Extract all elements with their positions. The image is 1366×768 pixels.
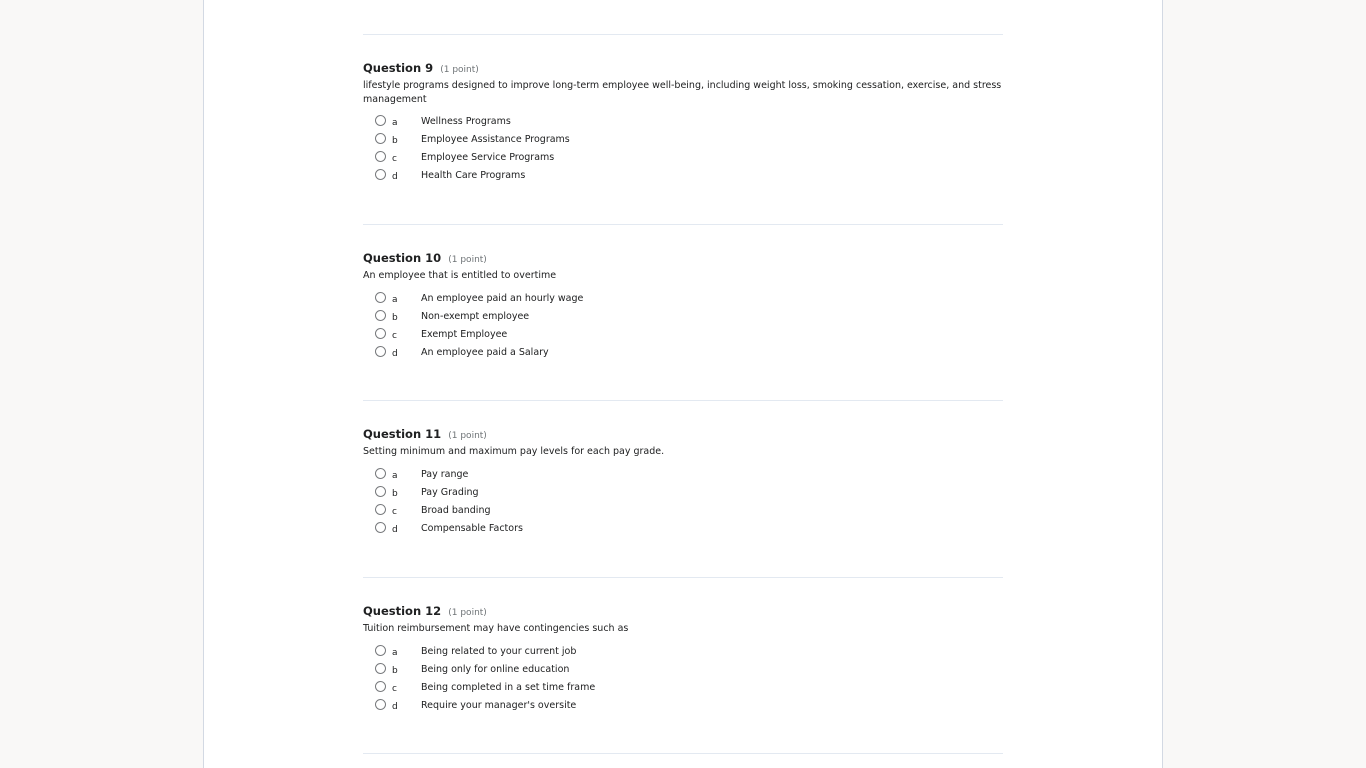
question-header [363, 425, 1003, 441]
answer-option-a[interactable] [363, 466, 1003, 484]
option-label[interactable]: Being related to your current job [421, 646, 577, 657]
question-points: (1 point) [440, 65, 479, 75]
option-label[interactable]: Exempt Employee [421, 329, 508, 340]
radio-button[interactable] [375, 522, 386, 533]
question-header [363, 249, 1003, 265]
question-10 [363, 249, 1003, 362]
radio-button[interactable] [375, 468, 386, 479]
question-title: Question 11 [363, 427, 442, 441]
option-letter: b [392, 313, 398, 323]
answer-option-a[interactable] [363, 290, 1003, 308]
question-header [363, 602, 1003, 618]
radio-button[interactable] [375, 663, 386, 674]
option-letter: d [392, 172, 398, 182]
question-points: (1 point) [448, 608, 487, 618]
option-letter: c [392, 507, 397, 517]
question-divider [363, 577, 1003, 578]
option-letter: c [392, 331, 397, 341]
radio-button[interactable] [375, 292, 386, 303]
option-label[interactable]: Pay Grading [421, 487, 479, 498]
answer-option-b[interactable] [363, 131, 1003, 149]
question-11 [363, 425, 1003, 538]
radio-button[interactable] [375, 486, 386, 497]
answer-option-b[interactable] [363, 661, 1003, 679]
question-text: Tuition reimbursement may have contingencies such as [363, 623, 629, 634]
option-letter: b [392, 666, 398, 676]
option-letter: a [392, 648, 398, 658]
radio-button[interactable] [375, 115, 386, 126]
option-letter: c [392, 154, 397, 164]
option-letter: b [392, 489, 398, 499]
question-9 [363, 59, 1003, 185]
question-text: lifestyle programs designed to improve long-term employee well-being, including weight loss, smoking cessation, exercise, and stress management [363, 80, 1002, 105]
radio-button[interactable] [375, 681, 386, 692]
answer-option-d[interactable] [363, 697, 1003, 715]
option-letter: b [392, 136, 398, 146]
option-letter: c [392, 684, 397, 694]
answer-option-d[interactable] [363, 344, 1003, 362]
option-label[interactable]: Pay range [421, 469, 469, 480]
option-letter: d [392, 349, 398, 359]
radio-button[interactable] [375, 645, 386, 656]
option-label[interactable]: An employee paid a Salary [421, 347, 549, 358]
radio-button[interactable] [375, 151, 386, 162]
question-header [363, 59, 1003, 75]
question-divider [363, 34, 1003, 35]
answer-option-c[interactable] [363, 502, 1003, 520]
question-points: (1 point) [448, 431, 487, 441]
question-divider [363, 400, 1003, 401]
answer-option-d[interactable] [363, 520, 1003, 538]
question-12 [363, 602, 1003, 715]
option-label[interactable]: Health Care Programs [421, 170, 526, 181]
option-label[interactable]: Employee Assistance Programs [421, 134, 570, 145]
radio-button[interactable] [375, 504, 386, 515]
radio-button[interactable] [375, 346, 386, 357]
quiz-page [203, 0, 1163, 768]
option-label[interactable]: Broad banding [421, 505, 491, 516]
option-letter: a [392, 295, 398, 305]
option-label[interactable]: Employee Service Programs [421, 152, 555, 163]
answer-option-a[interactable] [363, 113, 1003, 131]
answer-option-b[interactable] [363, 308, 1003, 326]
question-title: Question 12 [363, 604, 442, 618]
question-text: Setting minimum and maximum pay levels for each pay grade. [363, 446, 665, 457]
option-letter: a [392, 118, 398, 128]
radio-button[interactable] [375, 169, 386, 180]
answer-options [363, 290, 1003, 362]
answer-option-b[interactable] [363, 484, 1003, 502]
question-text: An employee that is entitled to overtime [363, 270, 557, 281]
radio-button[interactable] [375, 133, 386, 144]
option-label[interactable]: Being only for online education [421, 664, 570, 675]
answer-options [363, 643, 1003, 715]
radio-button[interactable] [375, 310, 386, 321]
question-divider [363, 224, 1003, 225]
question-title: Question 10 [363, 251, 442, 265]
option-label[interactable]: An employee paid an hourly wage [421, 293, 584, 304]
answer-option-c[interactable] [363, 679, 1003, 697]
radio-button[interactable] [375, 699, 386, 710]
answer-option-c[interactable] [363, 326, 1003, 344]
question-title: Question 9 [363, 61, 434, 75]
option-label[interactable]: Require your manager's oversite [421, 700, 577, 711]
question-divider [363, 753, 1003, 754]
question-points: (1 point) [448, 255, 487, 265]
option-label[interactable]: Being completed in a set time frame [421, 682, 596, 693]
option-label[interactable]: Wellness Programs [421, 116, 511, 127]
answer-option-a[interactable] [363, 643, 1003, 661]
option-label[interactable]: Non-exempt employee [421, 311, 530, 322]
option-label[interactable]: Compensable Factors [421, 523, 523, 534]
radio-button[interactable] [375, 328, 386, 339]
option-letter: d [392, 702, 398, 712]
option-letter: a [392, 471, 398, 481]
answer-option-d[interactable] [363, 167, 1003, 185]
answer-options [363, 113, 1003, 185]
option-letter: d [392, 525, 398, 535]
answer-option-c[interactable] [363, 149, 1003, 167]
answer-options [363, 466, 1003, 538]
